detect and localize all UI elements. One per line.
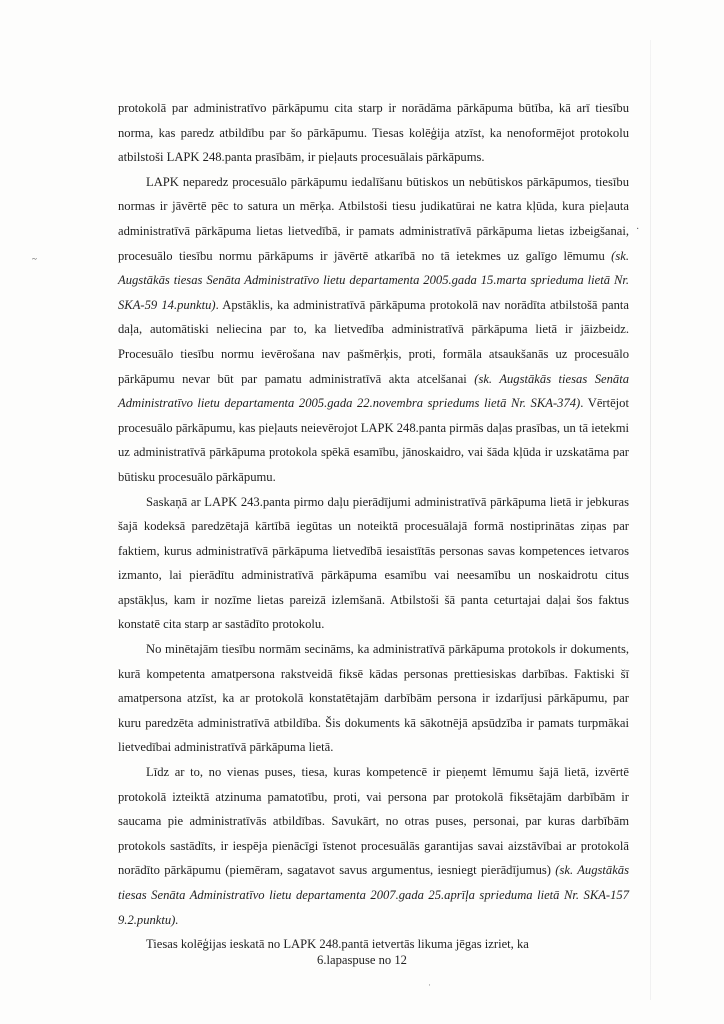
paragraph-4 <box>118 637 629 760</box>
margin-dot: · <box>636 224 640 235</box>
paragraph-5 <box>118 760 629 932</box>
paragraph-3-text: Saskaņā ar LAPK 243.panta pirmo daļu pierādījumi administratīvā pārkāpuma lietā ir jebkuras šajā kodeksā paredzētajā kārtībā iegūtas un noteiktā procesuālajā formā nostiprinātas ziņas par faktiem, kurus administratīvā pārkāpuma lietvedībā iesaistītās personas savas kompetences ietvaros izmanto, lai pierādītu administratīvā pārkāpuma esamību vai neesamību un noskaidrotu citus apstākļus, kam ir nozīme lietas pareizā izlemšanā. Atbilstoši šā panta ceturtajai daļai šos faktus konstatē cita starp ar sastādīto protokolu. <box>118 494 629 632</box>
citation-2005-22-novembris: (sk. Augstākās tiesas Senāta Administratīvo lietu departamenta 2005.gada 22.novembra spriedums lietā Nr. SKA-374) <box>118 371 629 411</box>
body-text <box>118 96 629 957</box>
paragraph-1-text: protokolā par administratīvo pārkāpumu cita starp ir norādāma pārkāpuma būtība, kā arī tiesību norma, kas paredz atbildību par šo pārkāpumu. Tiesas kolēģija atzīst, ka nenoformējot protokolu atbilstoši LAPK 248.panta prasībām, ir pieļauts procesuālais pārkāpums. <box>118 101 629 165</box>
paragraph-2 <box>118 170 629 490</box>
bottom-dot: · <box>428 980 431 990</box>
paragraph-6-text: Tiesas kolēģijas ieskatā no LAPK 248.pantā ietvertās likuma jēgas izriet, ka <box>146 937 529 952</box>
paragraph-2-text-b: . Apstāklis, ka administratīvā pārkāpuma protokolā nav norādīta atbilstošā panta daļa, automātiski neliecina par to, ka lietvedība administratīvā pārkāpuma lietā ir jāizbeidz. Procesuālo tiesību normu ievērošana nav pašmērķis, proti, formāla atsaukšanās uz procesuālo pārkāpumu nevar būt par pamatu administratīvā akta atcelšanai <box>118 297 629 386</box>
citation-2005-15-marts: (sk. Augstākās tiesas Senāta Administratīvo lietu departamenta 2005.gada 15.marta sprieduma lietā Nr. SKA-59 14.punktu) <box>118 248 629 312</box>
paragraph-3 <box>118 490 629 638</box>
margin-mark: ~ <box>32 254 37 264</box>
paragraph-4-text: No minētajām tiesību normām secināms, ka administratīvā pārkāpuma protokols ir dokuments, kurā kompetenta amatpersona rakstveidā fiksē kādas personas prettiesiskas darbības. Faktiski šī amatpersona atzīst, ka ar protokolā konstatētajām darbībām persona ir izdarījusi pārkāpumu, par kuru paredzēta administratīvā atbildība. Šis dokuments kā sākotnējā apsūdzība ir pamats turpmākai lietvedībai administratīvā pārkāpuma lietā. <box>118 642 629 755</box>
paragraph-2-text-a: LAPK neparedz procesuālo pārkāpumu iedalīšanu būtiskos un nebūtiskos pārkāpumos, tiesību normas ir jāvērtē pēc to satura un mērķa. Atbilstoši tiesu judikatūrai ne katra kļūda, kura pieļauta administratīvā pārkāpuma lietas lietvedībā, ir pamats administratīvā pārkāpuma lietas izbeigšanai, procesuālo tiesību normu pārkāpums ir jāvērtē atkarībā no tā ietekmes uz galīgo lēmumu <box>118 174 629 263</box>
page-number: 6.lapaspuse no 12 <box>317 953 407 967</box>
citation-2007-25-aprilis: (sk. Augstākās tiesas Senāta Administratīvo lietu departamenta 2007.gada 25.aprīļa sprieduma lietā Nr. SKA-157 9.2.punktu). <box>118 863 630 927</box>
scan-edge-line <box>650 40 651 1000</box>
paragraph-5-text: Līdz ar to, no vienas puses, tiesa, kuras kompetencē ir pieņemt lēmumu šajā lietā, izvērtē protokolā izteiktā atzinuma pamatotību, proti, vai persona par protokolā fiksētajām darbībām ir saucama pie administratīvās atbildības. Savukārt, no otras puses, personai, par kuras darbībām protokols sastādīts, ir iespēja pienācīgi īstenot procesuālās garantijas savai aizstāvībai ar protokolā norādīto pārkāpumu (piemēram, sagatavot savus argumentus, iesniegt pierādījumus) <box>118 765 629 878</box>
paragraph-1 <box>118 96 629 170</box>
paragraph-2-text-c: . Vērtējot procesuālo pārkāpumu, kas pieļauts neievērojot LAPK 248.panta pirmās daļas prasības, un tā ietekmi uz administratīvā pārkāpuma protokola spēkā esamību, jānoskaidro, vai šāda kļūda ir uzskatāma par būtisku procesuālo pārkāpumu. <box>118 396 629 484</box>
